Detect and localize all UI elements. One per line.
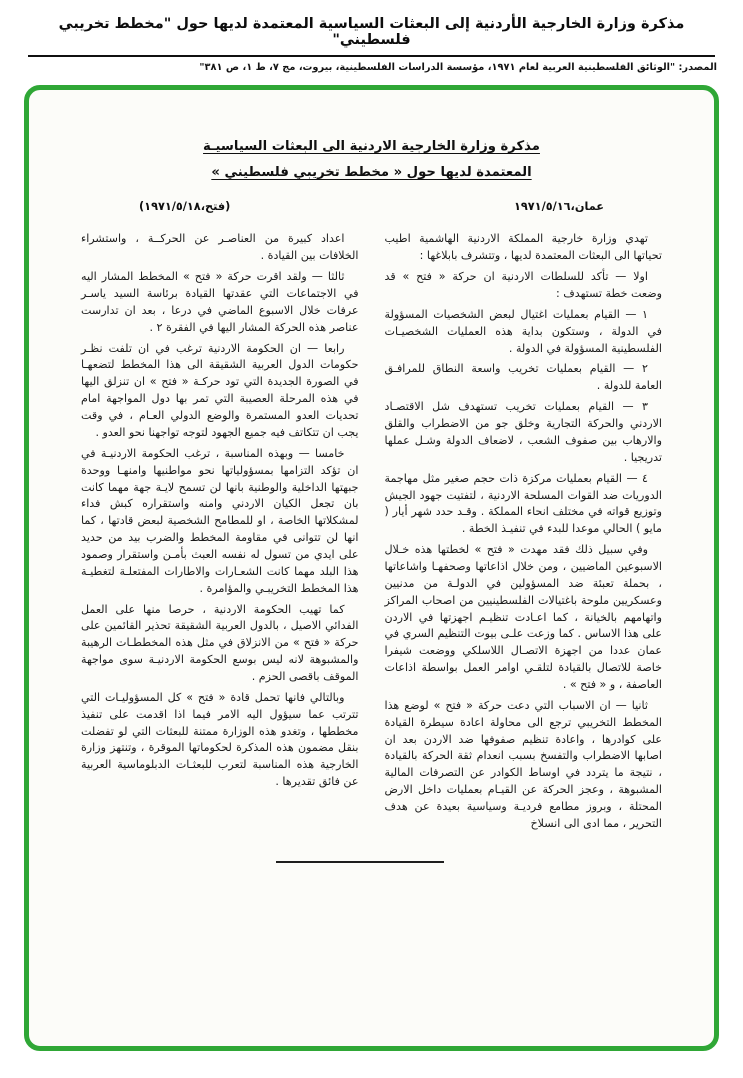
date-row (81, 185, 662, 231)
memo-paragraph: تهدي وزارة خارجية المملكة الاردنية الهاشمية اطيب تحياتها الى البعثات المعتمدة لديها ، وتتشرف بابلاغها : (384, 232, 662, 263)
memo-paragraph: كما تهيب الحكومة الاردنية ، حرصا منها على العمل الفدائي الاصيل ، بالدول العربية الشقيقة تحذير القائمين على حركة « فتح » من الانزلاق في مثل هذه المخططـات الرهيبة والمشبوهة لانه ليس بوسع الحكومة الاردنيـة سوى مواجهة الموقف باقصى الحزم . (81, 602, 359, 683)
dateline-fatah: (فتح،١٩٧١/٥/١٨) (139, 200, 231, 214)
dateline-amman: عمان،١٩٧١/٥/١٦ (514, 200, 604, 214)
header-divider (28, 55, 715, 57)
memo-paragraph: ٢ — القيام بعمليات تخريب واسعة النطاق للمرافـق العامة للدولة . (384, 362, 662, 393)
memo-paragraph: وفي سبيل ذلك فقد مهدت « فتح » لخطتها هذه خـلال الاسبوعين الماضيين ، ومن خلال اذاعاتها وصحفهـا واشاعاتها ، بحملة تعبئة ضد المسؤولين في الدولـة من مدنيين وعسكريين ملوحة باغتيالات الفلسطينيين من اصحاب المراكز واتهامهم بالخيانة ، كما اعـادت تنظيـم اجهزتها في الاردن على هذا الاساس . كما وزعت علـى بيوت التنظيم السري في عمان عددا من اجهزة الاتصـال اللاسلكي ووضعت شيفرا خاصة للاتصال بالقيادة لتلقـي اوامر العمل بواسطة اذاعات العاصفة ، و « فتح » . (384, 543, 662, 691)
source-line: المصدر: "الوثائق الفلسطينية العربية لعام ١٩٧١، مؤسسة الدراسات الفلسطينية، بيروت، مج ٧، ط ١، ص ٣٨١" (199, 62, 717, 73)
memo-paragraph: ١ — القيام بعمليات اغتيال لبعض الشخصيات المسؤولة في الدولة ، وستكون بداية هذه العمليات الشخصيـات الفلسطينية المسؤولة في الدولة . (384, 307, 662, 355)
memo-paragraph: خامسا — وبهذه المناسبة ، ترغب الحكومة الاردنيـة في ان تؤكد التزامها بمسؤولياتها نحو مواطنيها وامنهـا ووحدة جبهتها الداخلية والوطنية بانها لن تسمح لايـة جهة مهما كانت بان تجعل الكيان الاردني وامنه واستقراره كبش فداء لمشكلاتها الخاصة ، او للمطامح الشخصية لبعض قادتها ، كما انها لن تتوانى في مقاومة المخطط والضرب بيد من حديد على ايدي من تسول له نفسه العبث بأمـن واستقرار وصمود هذا البلد مهما كانت الشعـارات والاطارات المفتعلـة لتغطيـة هذا المخطط التخريبـي والمؤامرة . (81, 446, 359, 595)
memo-paragraph: رابعا — ان الحكومة الاردنية ترغب في ان تلفت نظـر حكومات الدول العربية الشقيقة الى هذا المخطط لتضعهـا في الصورة الجديدة التي تود حركـة « فتح » ان تنزلق اليها في هذه المرحلة العصيبة التي تمر بها دول المواجهة امام تحديات العدو المستمرة والوضع الدولي العـام ، في وقت يجب ان تتكاتف فيه جميع الجهود لتوجه تواجهنا نحو العدو . (81, 341, 359, 439)
column-left (81, 231, 359, 836)
document-title-line1: مذكرة وزارة الخارجية الاردنية الى البعثات السياسيـة (203, 139, 540, 154)
memo-body (81, 231, 662, 836)
memo-paragraph: اعداد كبيرة من العناصـر عن الحركــة ، واستشراء الخلافات بين القيادة . (81, 232, 359, 263)
memo-paragraph: ثانيا — ان الاسباب التي دعت حركة « فتح » لوضع هذا المخطط التخريبي ترجع الى محاولة اعادة سيطرة القيادة على كوادرها ، واعادة تنظيم صفوفها ضد الاردن بعد ان اصابها الاضطراب والتفسخ بسبب انعدام ثقة الحركة بالقيادة ، نتيجة ما يتردد في اوساط الكوادر عن التصرفات المالية المشبوهة ، وعجز الحركة عن القيـام بعمليات داخل الارض المحتلة ، وبروز مطامع فرديـة وسياسية بعيدة عن هدف التحرير ، مما ادى الى انسلاخ (384, 698, 662, 830)
column-right (385, 231, 663, 836)
memo-paragraph: ٣ — القيام بعمليات تخريب تستهدف شل الاقتصـاد الاردني والحركة التجارية وخلق جو من الاضطراب والقلق والارهاب بين صفوف الشعب ، لاضعاف الدولة وشـل عملها تدريجيا . (384, 400, 662, 464)
document-frame (24, 85, 719, 1051)
document-title-line2: المعتمدة لديها حول « مخطط تخريبي فلسطيني » (211, 164, 532, 180)
memo-paragraph: ثالثا — ولقد اقرت حركة « فتح » المخطط المشار اليه في الاجتماعات التي عقدتها القيادة برئاسة السيد ياسـر عرفات خلال الاسبوع الماضي في درعا ، بعد ان تدارست عناصر هذه الحركة المشار اليها في الفقرة ٢ . (81, 270, 359, 334)
memo-paragraph: وبالتالي فانها تحمل قادة « فتح » كل المسؤوليـات التي تترتب عما سيؤول اليه الامر فيما اذا اقدمت على تنفيذ مخططها ، وتغدو هذه الوزارة ممتنة للبعثات التي لو تفضلت بنقل مضمون هذه المذكرة لحكوماتها الموقرة ، وتنتهز وزارة الخارجية هذه المناسبة لتعرب للبعثـات الدبلوماسية العربية عن فائق تقديرها . (81, 690, 359, 789)
footer-rule (276, 861, 444, 863)
document-title (81, 134, 662, 185)
page-title: مذكرة وزارة الخارجية الأردنية إلى البعثات السياسية المعتمدة لديها حول "مخطط تخريبي فلسطيني" (58, 16, 685, 48)
memo-paragraph: ٤ — القيام بعمليات مركزة ذات حجم صغير مثل مهاجمة الدوريات ضد القوات المسلحة الاردنية ، لتفتيت جهود الجيش وتوزيع قواته في مختلف انحاء المملكة . وقـد حدد شهر أيار ( مايو ) الحالي موعدا للبدء في تنفيـذ الخطة . (384, 471, 662, 536)
page-header (0, 0, 743, 73)
memo-paragraph: اولا — تأكد للسلطات الاردنية ان حركة « فتح » قد وضعت خطة تستهدف : (384, 270, 662, 301)
